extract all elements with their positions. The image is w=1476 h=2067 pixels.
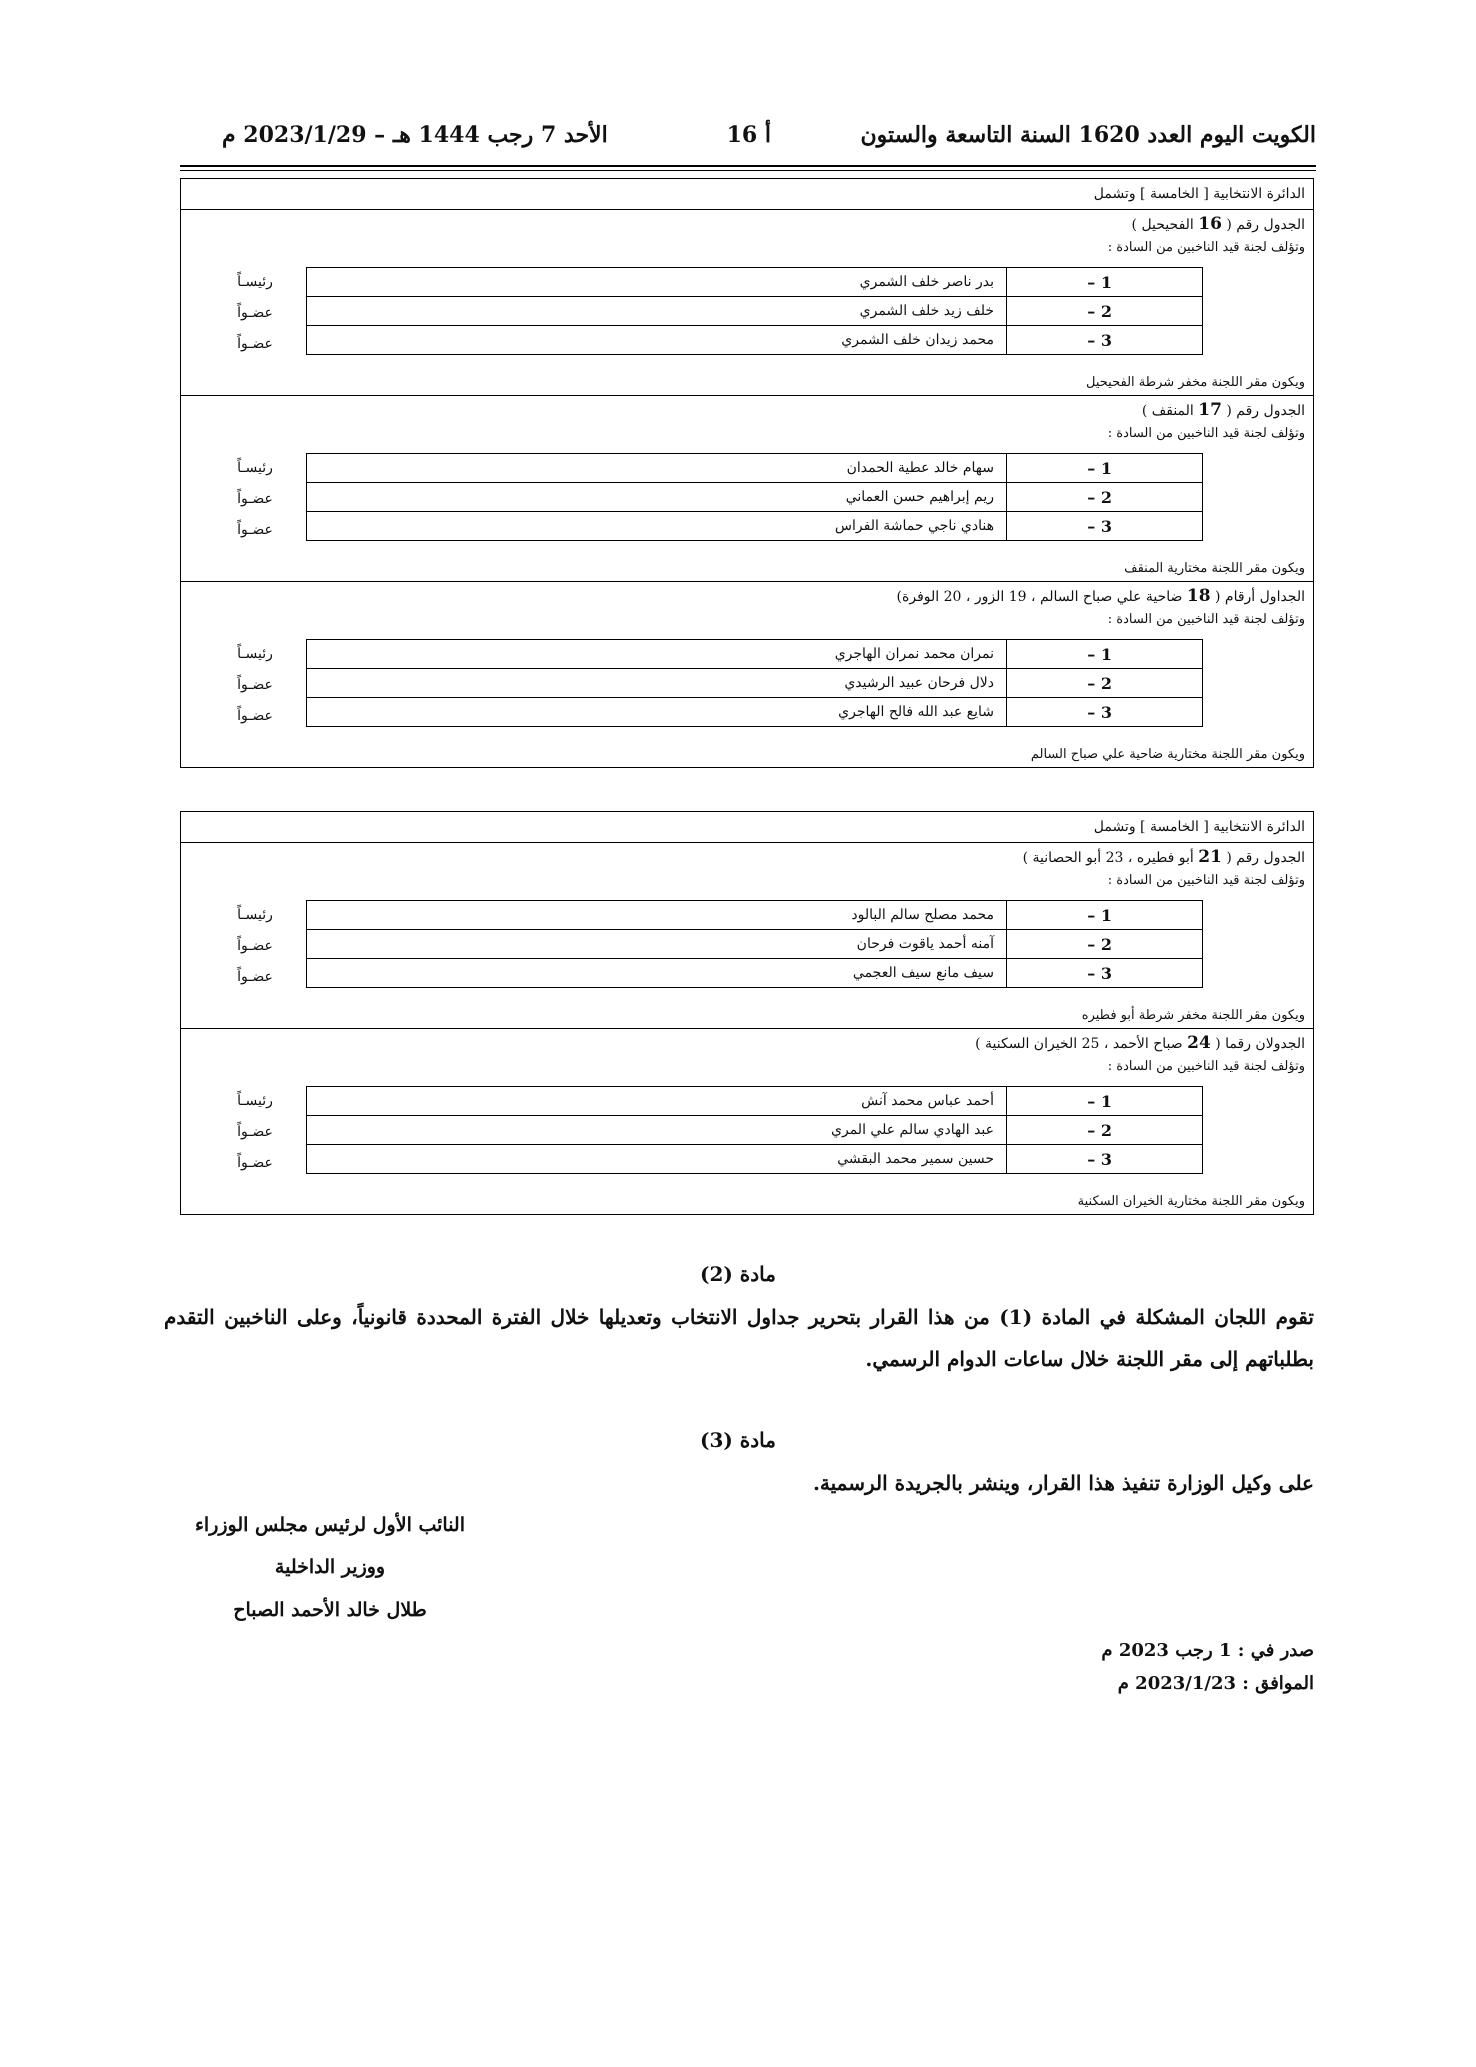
members-table: [306, 453, 1203, 541]
committee-location: ويكون مقر اللجنة مخفر شرطة الفحيحيل: [1086, 375, 1305, 390]
member-role: عضـواً: [237, 677, 273, 693]
district-table: [180, 811, 1314, 1215]
member-role: رئيسـاً: [237, 274, 273, 290]
member-role: عضـواً: [237, 708, 273, 724]
member-number: 3 –: [1007, 698, 1203, 727]
schedule-title-suffix: أبو فطيره ، 23 أبو الحصانية ): [1022, 850, 1199, 866]
member-name: ريم إبراهيم حسن العماني: [307, 483, 1007, 512]
committee-intro: وتؤلف لجنة قيد الناخبين من السادة :: [1107, 612, 1305, 627]
committee-location: ويكون مقر اللجنة مخفر شرطة أبو فطيره: [1081, 1008, 1305, 1023]
members-table: [306, 1086, 1203, 1174]
committee-intro: وتؤلف لجنة قيد الناخبين من السادة :: [1107, 240, 1305, 255]
member-role: عضـواً: [237, 1124, 273, 1140]
member-roles: [205, 900, 305, 993]
schedule-title-prefix: الجداول أرقام (: [1210, 589, 1305, 605]
member-name: سيف مانع سيف العجمي: [307, 959, 1007, 988]
member-row: [307, 326, 1203, 355]
member-name: هنادي ناجي حماشة الفراس: [307, 512, 1007, 541]
schedule-title-prefix: الجدول رقم (: [1221, 403, 1305, 419]
schedule-title: [1132, 214, 1305, 234]
issued-date: صدر في : 1 رجب 2023 م: [1101, 1640, 1314, 1661]
member-name: سهام خالد عطية الحمدان: [307, 454, 1007, 483]
header-issue-info: الكويت اليوم العدد 1620 السنة التاسعة والستون: [860, 122, 1316, 148]
member-row: [307, 959, 1203, 988]
member-number: 3 –: [1007, 512, 1203, 541]
member-number: 3 –: [1007, 326, 1203, 355]
schedule-number: 21: [1198, 847, 1222, 867]
schedule-title-prefix: الجدول رقم (: [1221, 217, 1305, 233]
member-row: [307, 268, 1203, 297]
header-rule-thin: [180, 170, 1316, 171]
district-heading: الدائرة الانتخابية [ الخامسة ] وتشمل: [181, 812, 1313, 843]
schedule-number: 17: [1198, 400, 1222, 420]
members-table: [306, 900, 1203, 988]
member-row: [307, 454, 1203, 483]
member-name: بدر ناصر خلف الشمري: [307, 268, 1007, 297]
header-page-number: أ 16: [726, 122, 771, 148]
member-name: خلف زيد خلف الشمري: [307, 297, 1007, 326]
member-number: 1 –: [1007, 1087, 1203, 1116]
member-roles: [205, 267, 305, 360]
member-row: [307, 930, 1203, 959]
committee-intro: وتؤلف لجنة قيد الناخبين من السادة :: [1107, 873, 1305, 888]
schedule-number: 18: [1186, 586, 1211, 606]
member-number: 2 –: [1007, 483, 1203, 512]
member-role: رئيسـاً: [237, 646, 273, 662]
schedule-title-prefix: الجدولان رقما (: [1210, 1036, 1305, 1052]
member-number: 2 –: [1007, 930, 1203, 959]
member-name: محمد زيدان خلف الشمري: [307, 326, 1007, 355]
member-role: عضـواً: [237, 969, 273, 985]
schedule-title: [897, 586, 1305, 606]
member-number: 3 –: [1007, 959, 1203, 988]
member-role: عضـواً: [237, 491, 273, 507]
committee-block: [181, 396, 1313, 582]
signature-ministry: ووزير الداخلية: [274, 1556, 386, 1578]
member-name: شايع عبد الله فالح الهاجري: [307, 698, 1007, 727]
member-row: [307, 483, 1203, 512]
article-3-text: على وكيل الوزارة تنفيذ هذا القرار، وينشر بالجريدة الرسمية.: [812, 1471, 1314, 1495]
member-role: عضـواً: [237, 522, 273, 538]
committee-location: ويكون مقر اللجنة مختارية المنقف: [1124, 561, 1305, 576]
member-number: 1 –: [1007, 901, 1203, 930]
district-heading: الدائرة الانتخابية [ الخامسة ] وتشمل: [181, 179, 1313, 210]
member-row: [307, 1116, 1203, 1145]
member-role: رئيسـاً: [237, 460, 273, 476]
schedule-title-suffix: صباح الأحمد ، 25 الخيران السكنية ): [975, 1036, 1188, 1052]
corresponding-date: الموافق : 2023/1/23 م: [1117, 1673, 1314, 1694]
committee-intro: وتؤلف لجنة قيد الناخبين من السادة :: [1107, 426, 1305, 441]
member-name: دلال فرحان عبيد الرشيدي: [307, 669, 1007, 698]
article-2-text: تقوم اللجان المشكلة في المادة (1) من هذا القرار بتحرير جداول الانتخاب وتعديلها خلال الفترة المحددة قانونياً، وعلى الناخبين التقدم بطلباتهم إلى مقر اللجنة خلال ساعات الدوام الرسمي.: [164, 1305, 1314, 1371]
schedule-title-suffix: الفحيحيل ): [1131, 217, 1199, 233]
member-role: عضـواً: [237, 1155, 273, 1171]
committee-block: [181, 582, 1313, 767]
committee-intro: وتؤلف لجنة قيد الناخبين من السادة :: [1107, 1059, 1305, 1074]
schedule-title: [1142, 400, 1305, 420]
article-2-heading: مادة (2): [699, 1262, 776, 1286]
member-number: 1 –: [1007, 454, 1203, 483]
member-number: 2 –: [1007, 1116, 1203, 1145]
member-row: [307, 1087, 1203, 1116]
district-table: [180, 178, 1314, 768]
member-name: عبد الهادي سالم علي المري: [307, 1116, 1007, 1145]
member-name: أحمد عباس محمد آنش: [307, 1087, 1007, 1116]
header-date: الأحد 7 رجب 1444 هـ – 2023/1/29 م: [222, 122, 608, 148]
member-role: عضـواً: [237, 938, 273, 954]
schedule-number: 24: [1187, 1033, 1211, 1053]
member-number: 1 –: [1007, 640, 1203, 669]
schedule-title-suffix: ضاحية علي صباح السالم ، 19 الزور ، 20 الوفرة): [896, 589, 1187, 605]
schedule-title-suffix: المنقف ): [1141, 403, 1199, 419]
member-number: 2 –: [1007, 297, 1203, 326]
member-number: 1 –: [1007, 268, 1203, 297]
committee-location: ويكون مقر اللجنة مختارية الخيران السكنية: [1077, 1194, 1305, 1209]
member-row: [307, 512, 1203, 541]
member-row: [307, 1145, 1203, 1174]
member-role: عضـواً: [237, 336, 273, 352]
member-role: رئيسـاً: [237, 1093, 273, 1109]
member-roles: [205, 1086, 305, 1179]
member-name: آمنه أحمد ياقوت فرحان: [307, 930, 1007, 959]
member-row: [307, 901, 1203, 930]
member-number: 3 –: [1007, 1145, 1203, 1174]
committee-block: [181, 210, 1313, 396]
member-role: عضـواً: [237, 305, 273, 321]
schedule-title-prefix: الجدول رقم (: [1221, 850, 1305, 866]
signature-name: طلال خالد الأحمد الصباح: [233, 1599, 427, 1621]
schedule-title: [1023, 847, 1305, 867]
member-roles: [205, 639, 305, 732]
member-name: حسين سمير محمد البقشي: [307, 1145, 1007, 1174]
member-row: [307, 297, 1203, 326]
member-row: [307, 640, 1203, 669]
committee-location: ويكون مقر اللجنة مختارية ضاحية علي صباح السالم: [1030, 747, 1305, 762]
signature-title: النائب الأول لرئيس مجلس الوزراء: [194, 1514, 465, 1536]
member-name: نمران محمد نمران الهاجري: [307, 640, 1007, 669]
member-row: [307, 698, 1203, 727]
schedule-title: [975, 1033, 1305, 1053]
committee-block: [181, 843, 1313, 1029]
committee-block: [181, 1029, 1313, 1214]
member-roles: [205, 453, 305, 546]
page-header: [180, 122, 1316, 162]
article-3-heading: مادة (3): [699, 1428, 776, 1452]
member-name: محمد مصلح سالم البالود: [307, 901, 1007, 930]
member-role: رئيسـاً: [237, 907, 273, 923]
header-rule: [180, 165, 1316, 167]
member-row: [307, 669, 1203, 698]
members-table: [306, 267, 1203, 355]
member-number: 2 –: [1007, 669, 1203, 698]
schedule-number: 16: [1198, 214, 1222, 234]
members-table: [306, 639, 1203, 727]
